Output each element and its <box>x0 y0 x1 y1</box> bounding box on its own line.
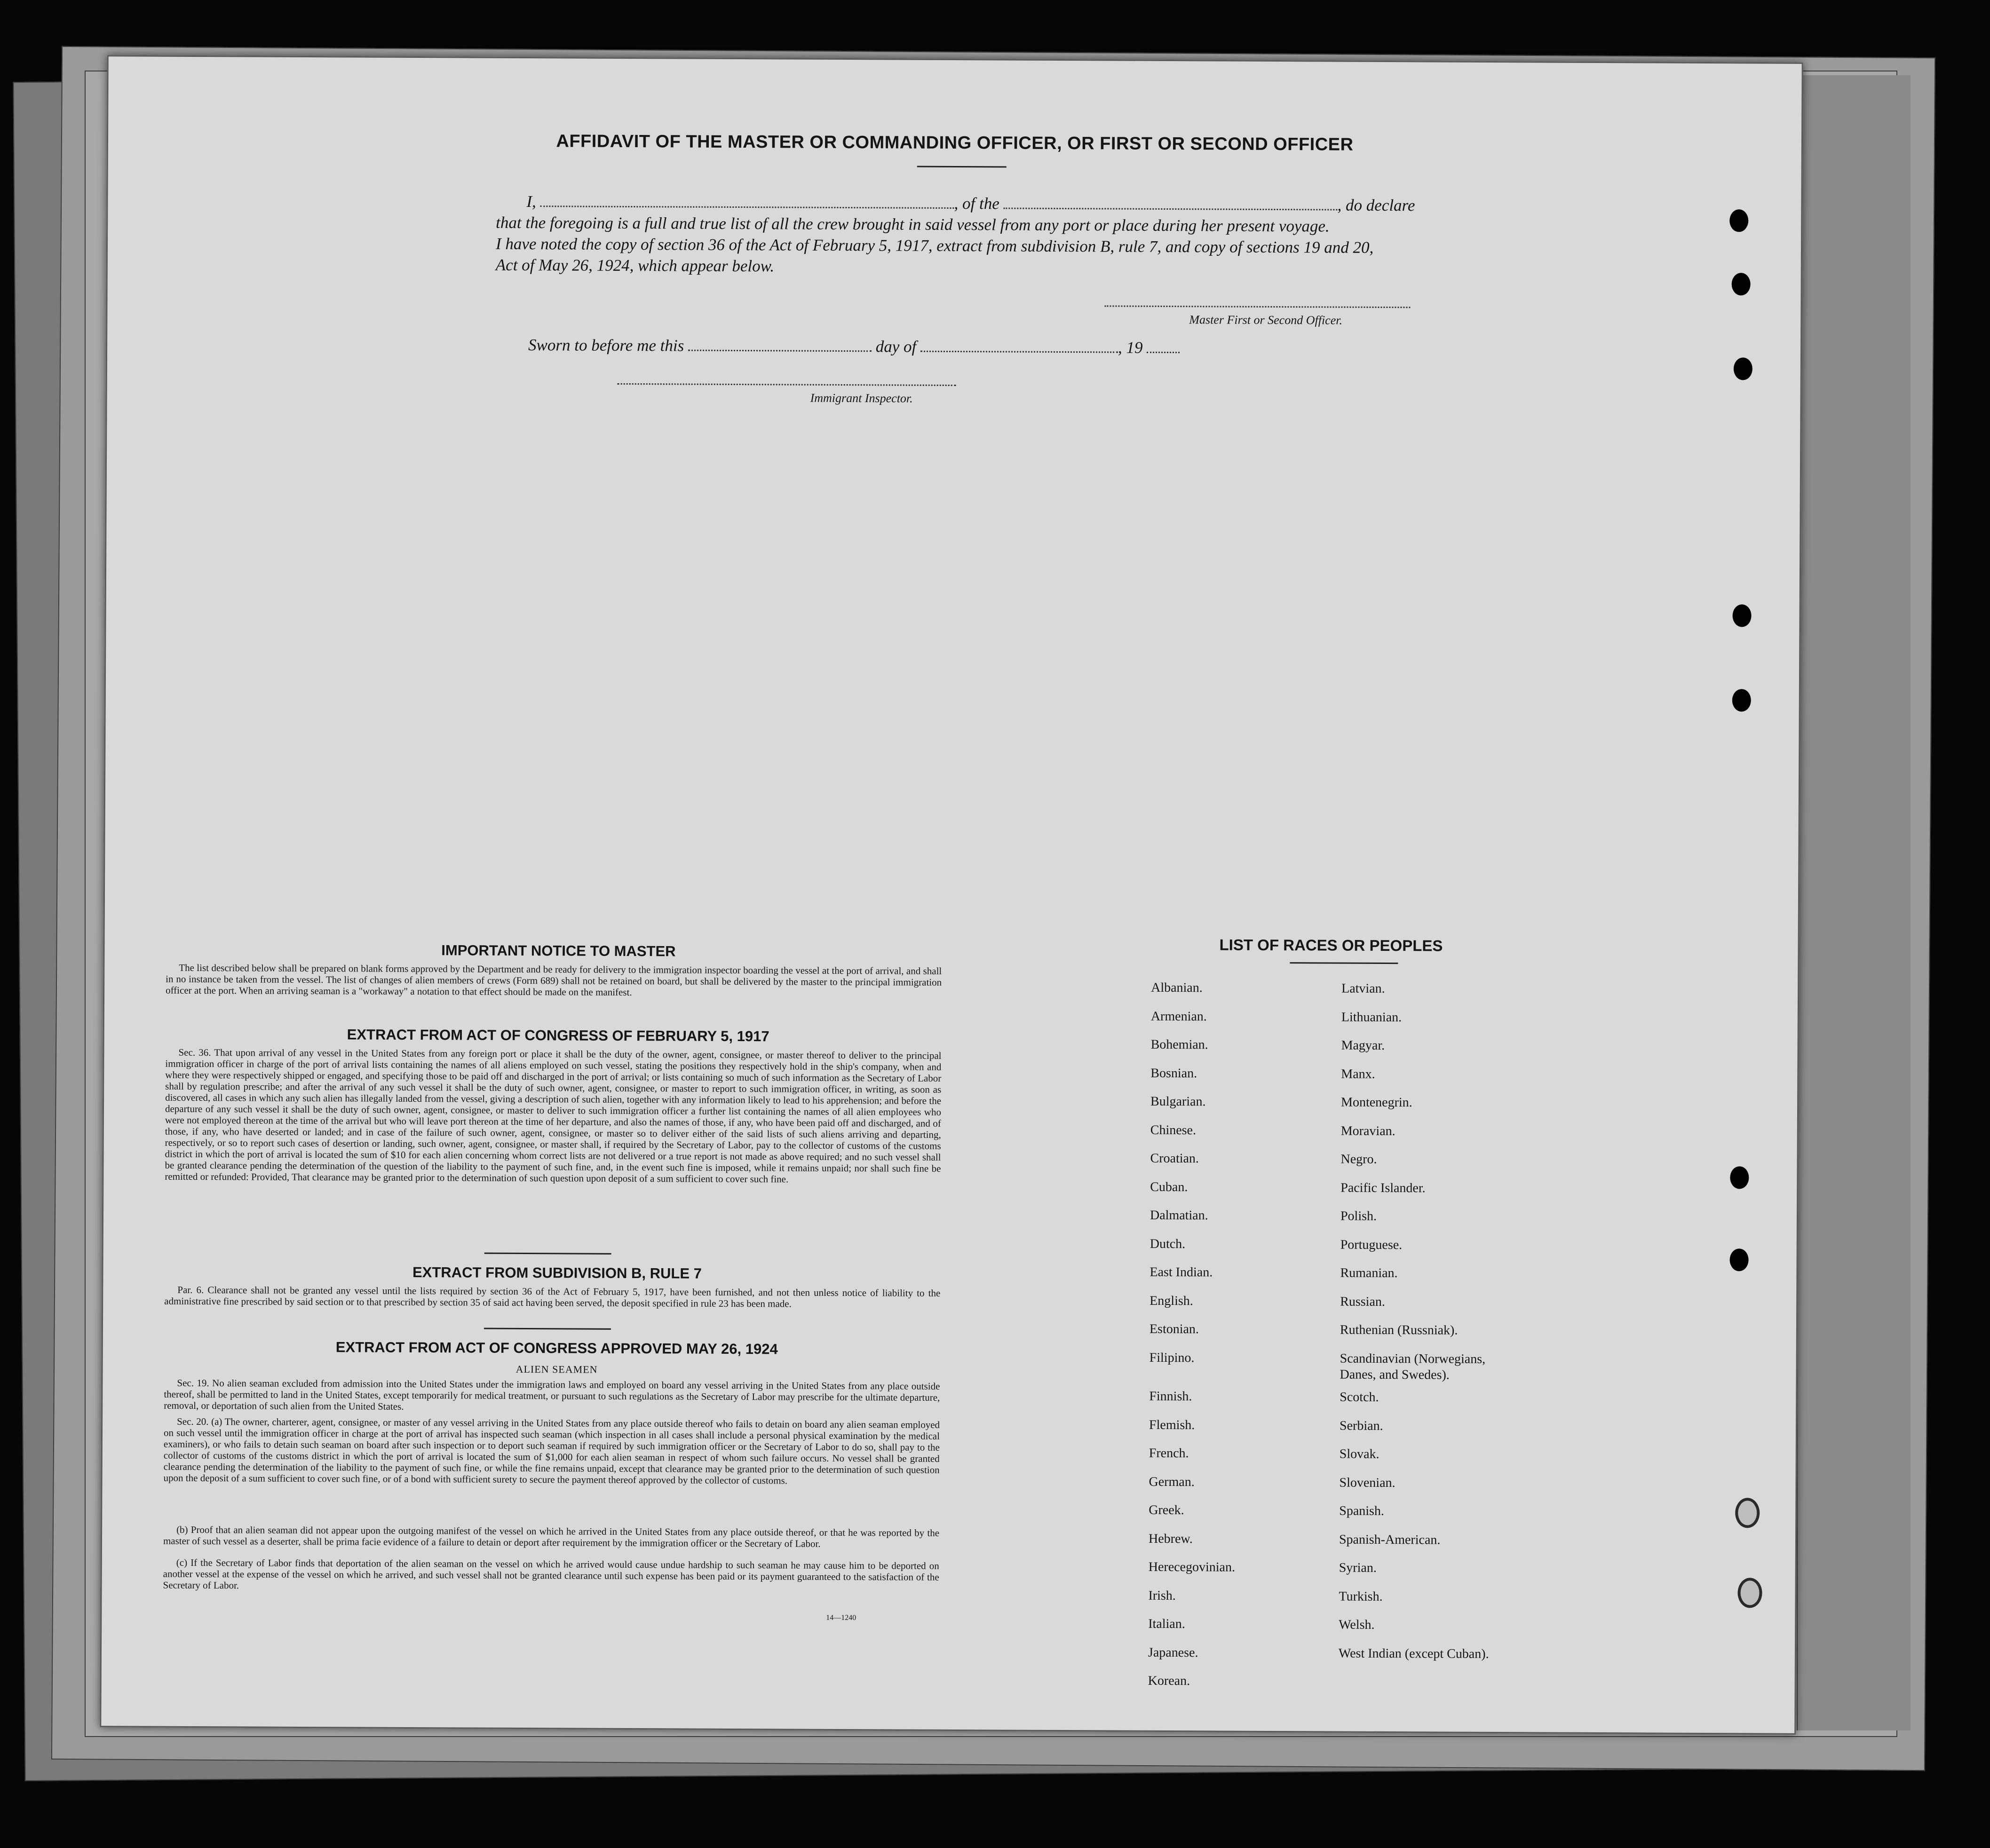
punch-hole <box>1732 689 1751 711</box>
race-item: Negro. <box>1340 1152 1377 1167</box>
extract-1924-heading: EXTRACT FROM ACT OF CONGRESS APPROVED MAY 26, 1924 <box>335 1339 778 1358</box>
extract-1924-sec19: Sec. 19. No alien seaman excluded from admission into the United States under the immigration laws and employed on board any vessel arriving in the United States from any place outside thereof, shall be permitted to land in the United States, except temporarily for medical treatment, or pursuant to such regulations as the Secretary of Labor may prescribe for the ultimate departure, removal, or deportation of such alien from the United States. <box>164 1377 940 1412</box>
race-item: Pacific Islander. <box>1340 1180 1426 1195</box>
race-item: Russian. <box>1340 1294 1385 1309</box>
extract-1924-subheading: ALIEN SEAMEN <box>515 1363 598 1375</box>
race-item: Scandinavian (Norwegians, <box>1340 1351 1486 1366</box>
affidavit-declare-label: , do declare <box>1337 196 1415 215</box>
race-item: Korean. <box>1148 1673 1190 1689</box>
race-item: Magyar. <box>1341 1038 1385 1053</box>
race-item: Ruthenian (Russniak). <box>1340 1322 1458 1338</box>
punch-hole <box>1733 604 1752 627</box>
race-item: Rumanian. <box>1340 1265 1398 1281</box>
race-item: Slovak. <box>1339 1446 1380 1461</box>
race-item: Serbian. <box>1340 1418 1383 1433</box>
punch-hole <box>1730 1248 1749 1271</box>
race-item: Bulgarian. <box>1150 1094 1206 1109</box>
race-item: French. <box>1149 1445 1189 1461</box>
extract-1924-sec20b: (b) Proof that an alien seaman did not appear upon the outgoing manifest of the vessel on which he arrived in the United States from any place outside thereof, or that he was reported by the master of such vessel as a deserter, shall be prima facie evidence of a failure to detain or deport after requirement by the immigration officer or the Secretary of Labor. <box>163 1524 940 1549</box>
underlying-page-edge <box>1797 75 1911 1730</box>
race-item: Turkish. <box>1339 1589 1383 1604</box>
race-item: Hebrew. <box>1148 1531 1193 1546</box>
races-divider <box>1290 962 1398 964</box>
extract-1924-sec20c: (c) If the Secretary of Labor finds that deportation of the alien seaman on the vessel on which he arrived would cause undue hardship to such seaman he may cause him to be deported on another vessel at the expense of the vessel on which he arrived, and such vessel shall not be granted clearance until such expense has been paid or its payment guaranteed to the satisfaction of the Secretary of Labor. <box>163 1556 939 1591</box>
race-item: Croatian. <box>1150 1151 1199 1166</box>
punch-hole <box>1737 1578 1762 1608</box>
race-item: Portuguese. <box>1340 1237 1403 1252</box>
race-item: Cuban. <box>1150 1179 1188 1194</box>
race-item: Finnish. <box>1149 1389 1192 1404</box>
affidavit-of-the-label: , of the <box>954 194 999 213</box>
race-item: Herecegovinian. <box>1148 1559 1236 1575</box>
affidavit-line-1 <box>526 192 1415 215</box>
affidavit-i-label: I, <box>526 192 536 211</box>
sworn-day-field[interactable] <box>688 350 872 352</box>
race-item: Bosnian. <box>1150 1066 1197 1081</box>
race-item: Flemish. <box>1149 1417 1195 1432</box>
title-divider <box>917 166 1007 168</box>
document-page <box>100 55 1803 1735</box>
affidavit-title: AFFIDAVIT OF THE MASTER OR COMMANDING OFFICER, OR FIRST OR SECOND OFFICER <box>556 131 1354 155</box>
affidavit-line-4: Act of May 26, 1924, which appear below. <box>495 255 775 276</box>
race-item: Welsh. <box>1339 1617 1375 1632</box>
sworn-year-field[interactable] <box>1147 352 1180 353</box>
race-item: English. <box>1150 1293 1193 1308</box>
race-item: Syrian. <box>1339 1560 1377 1575</box>
race-item: Danes, and Swedes). <box>1340 1367 1450 1382</box>
section-divider <box>484 1253 611 1255</box>
races-heading: LIST OF RACES OR PEOPLES <box>1219 936 1443 955</box>
inspector-signature-line[interactable] <box>618 383 956 386</box>
extract-rule7-heading: EXTRACT FROM SUBDIVISION B, RULE 7 <box>412 1264 702 1282</box>
extract-1917-heading: EXTRACT FROM ACT OF CONGRESS OF FEBRUARY 5, 1917 <box>347 1026 769 1045</box>
race-item: Filipino. <box>1149 1350 1195 1365</box>
race-item: Japanese. <box>1148 1645 1198 1660</box>
race-item: Moravian. <box>1340 1123 1395 1138</box>
race-item: Dutch. <box>1150 1236 1186 1251</box>
master-signature-line[interactable] <box>1104 305 1410 308</box>
race-item: Spanish. <box>1339 1503 1385 1519</box>
race-item: Polish. <box>1340 1208 1377 1224</box>
sworn-line <box>528 336 1180 357</box>
race-item: Estonian. <box>1149 1321 1199 1337</box>
punch-hole <box>1732 273 1751 295</box>
race-item: Slovenian. <box>1339 1475 1395 1490</box>
race-item: Chinese. <box>1150 1122 1197 1137</box>
race-item: Lithuanian. <box>1341 1010 1402 1025</box>
notice-heading: IMPORTANT NOTICE TO MASTER <box>441 942 676 960</box>
extract-1917-body: Sec. 36. That upon arrival of any vessel in the United States from any foreign port or place it shall be the duty of the owner, agent, consignee, or master thereof to deliver to the principal immigration officer in charge of the port of arrival lists containing the names of all aliens employed on such vessel, stating the positions they respectively hold in the ship's company, when and where they were respectively shipped or engaged, and specifying those to be paid off and discharged in the port of arrival; or lists containing so much of such information as the Secretary of Labor shall by regulation prescribe; and after the arrival of any such vessel it shall be the duty of such owner, agent, consignee, or master to report to such immigration officer, in writing, as soon as discovered, all cases in which any such alien has illegally landed from the vessel, giving a description of such alien, together with any information likely to lead to his apprehension; and before the departure of any such vessel it shall be the duty of such owner, agent, consignee, or master to deliver to such immigration officer a further list containing the names of all alien employees who were not employed thereon at the time of the arrival but who will leave port thereon at the time of her departure, and also the names of those, if any, who have been paid off and discharged, and of those, if any, who have deserted or landed; and in case of the failure of such owner, agent, consignee, or master so to deliver either of the said lists of such aliens arriving and departing, respectively, or so to report such cases of desertion or landing, such owner, agent, consignee, or master shall, if required by the Secretary of Labor, pay to the collector of customs of the customs district in which the port of arrival is located the sum of $10 for each alien concerning whom correct lists are not delivered or a true report is not made as above required; and no such vessel shall be granted clearance pending the determination of the question of the liability to the payment of such fine, and, in the event such fine is imposed, while it remains unpaid; nor shall such fine be remitted or refunded: Provided, That clearance may be granted prior to the determination of such question upon deposit of a sum sufficient to cover such fine. <box>165 1046 942 1185</box>
day-of-label: day of <box>875 337 917 356</box>
race-item: Spanish-American. <box>1339 1532 1441 1548</box>
race-item: West Indian (except Cuban). <box>1338 1646 1489 1661</box>
notice-body: The list described below shall be prepared on blank forms approved by the Department and be ready for delivery to the immigration inspector boarding the vessel at the port of arrival, and shall in no instance be taken from the vessel. The list of changes of alien members of crews (Form 689) shall not be retained on board, but shall be delivered by the master to the principal immigration officer at the port. When an arriving seaman is a "workaway" a notation to that effect should be made on the manifest. <box>166 962 942 998</box>
inspector-label: Immigrant Inspector. <box>810 391 913 405</box>
form-number: 14—1240 <box>826 1613 856 1622</box>
section-divider <box>484 1328 611 1330</box>
race-item: Albanian. <box>1151 980 1203 995</box>
race-item: Irish. <box>1148 1588 1176 1603</box>
race-item: Manx. <box>1341 1066 1375 1082</box>
punch-hole <box>1729 209 1748 232</box>
sworn-month-field[interactable] <box>920 351 1118 353</box>
race-item: Greek. <box>1149 1502 1184 1518</box>
sworn-label: Sworn to before me this <box>528 336 684 355</box>
race-item: Italian. <box>1148 1616 1185 1632</box>
affidavit-line-3: I have noted the copy of section 36 of the Act of February 5, 1917, extract from subdivision B, rule 7, and copy of sections 19 and 20, <box>495 234 1374 257</box>
year-prefix-label: , 19 <box>1118 338 1143 357</box>
punch-hole <box>1735 1498 1760 1528</box>
race-item: Latvian. <box>1341 981 1385 996</box>
race-item: Bohemian. <box>1150 1037 1208 1052</box>
master-signature-label: Master First or Second Officer. <box>1189 313 1343 327</box>
vessel-name-field[interactable] <box>1004 207 1338 210</box>
punch-hole <box>1730 1166 1749 1189</box>
master-name-field[interactable] <box>540 205 954 209</box>
race-item: Scotch. <box>1340 1390 1379 1405</box>
affidavit-line-2: that the foregoing is a full and true list of all the crew brought in said vessel from any port or place during her present voyage. <box>496 213 1330 236</box>
race-item: Montenegrin. <box>1341 1095 1412 1110</box>
extract-1924-sec20a: Sec. 20. (a) The owner, charterer, agent, consignee, or master of any vessel arriving in the United States from any place outside thereof who fails to detain on board any alien seaman employed on such vessel until the immigration officer in charge at the port of arrival has inspected such seaman (which inspection in all cases shall include a personal physical examination by the medical examiners), or who fails to detain such seaman on board after such inspection or to deport such seaman if required by such immigration officer or the Secretary of Labor to do so, shall pay to the collector of customs of the customs district in which the port of arrival is located the sum of $1,000 for each alien seaman in respect of whom such failure occurs. No vessel shall be granted clearance pending the determination of the liability to the payment of such fine, or while the fine remains unpaid, except that clearance may be granted prior to the determination of such question upon the deposit of a sum sufficient to cover such fine, or of a bond with sufficient surety to secure the payment thereof approved by the collector of customs. <box>163 1415 940 1486</box>
punch-hole <box>1734 357 1752 380</box>
race-item: Armenian. <box>1150 1009 1207 1024</box>
race-item: German. <box>1149 1474 1195 1489</box>
extract-rule7-body: Par. 6. Clearance shall not be granted any vessel until the lists required by section 36 of the Act of February 5, 1917, have been furnished, and not then unless notice of liability to the administrative fine prescribed by said section or to that prescribed by section 35 of said act having been served, the deposit specified in rule 23 has been made. <box>164 1284 941 1310</box>
race-item: Dalmatian. <box>1150 1208 1208 1223</box>
race-item: East Indian. <box>1150 1264 1213 1280</box>
